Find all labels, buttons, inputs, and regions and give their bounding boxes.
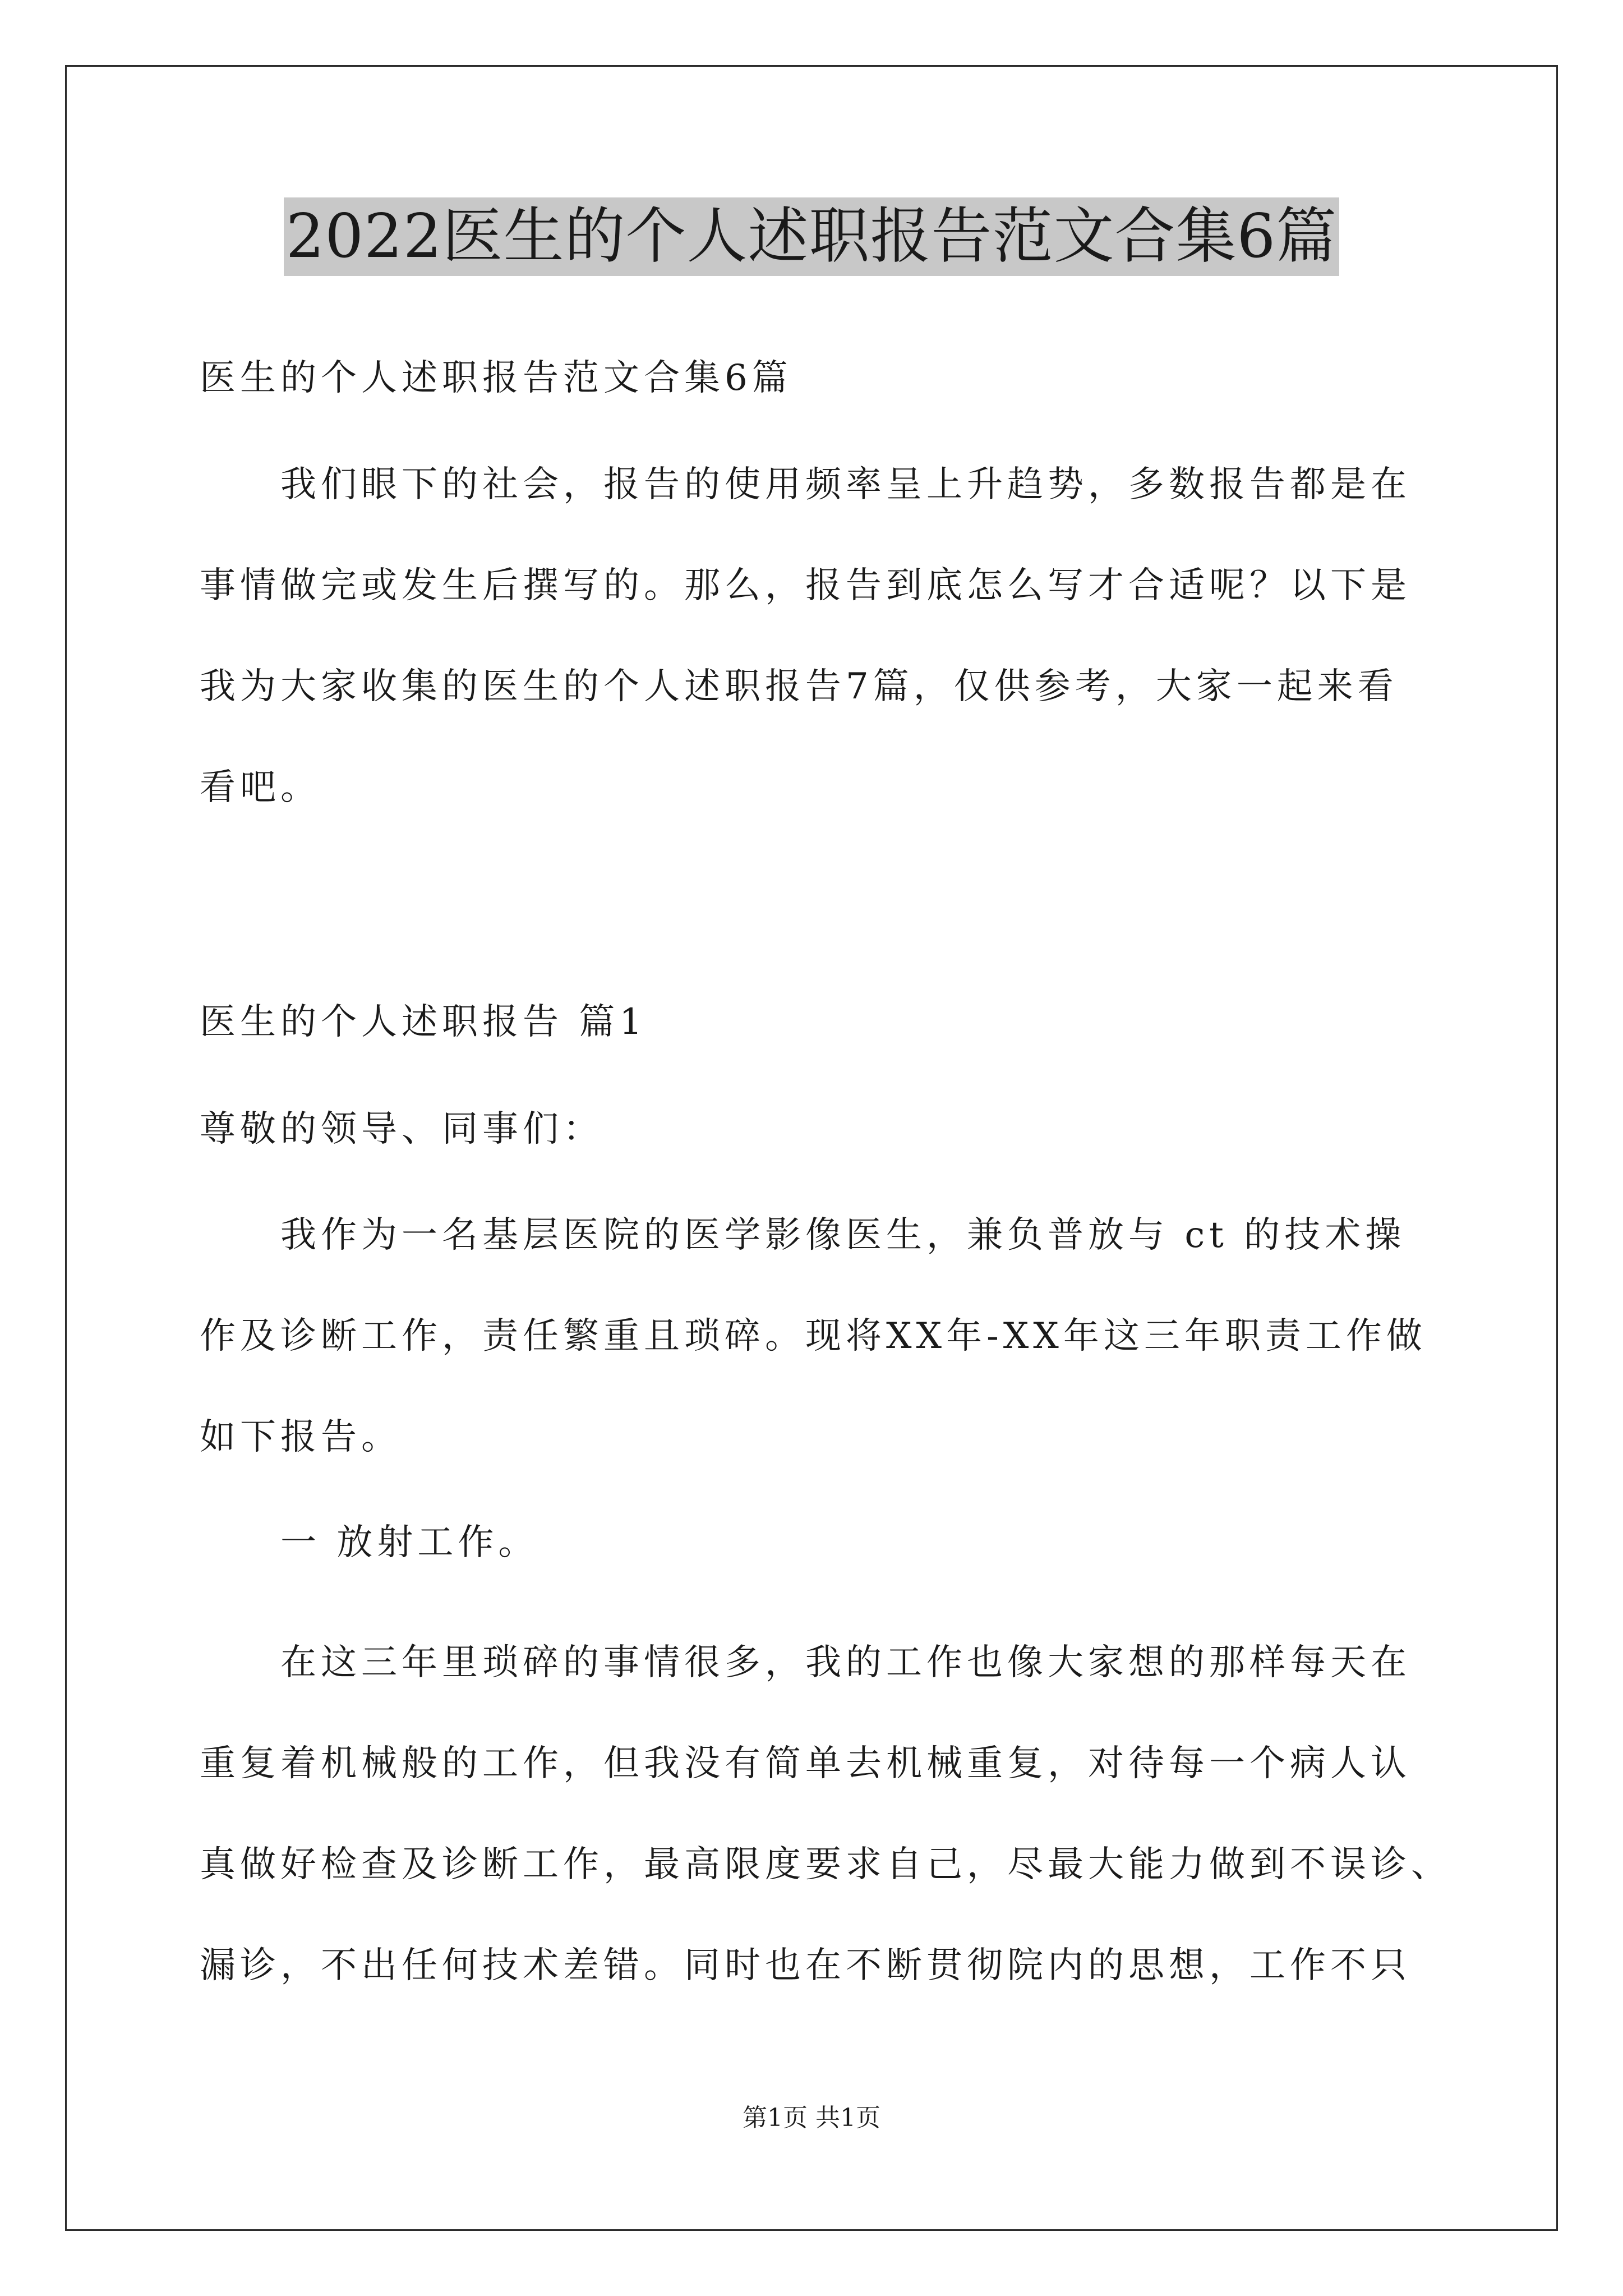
- para2-line-3: 真做好检查及诊断工作，最高限度要求自己，尽最大能力做到不误诊、: [200, 1844, 1451, 1885]
- document-title: 2022医生的个人述职报告范文合集6篇: [284, 197, 1340, 276]
- para2-line-4: 漏诊，不出任何技术差错。同时也在不断贯彻院内的思想，工作不只: [200, 1945, 1411, 1986]
- para2-line-2: 重复着机械般的工作，但我没有简单去机械重复，对待每一个病人认: [200, 1743, 1411, 1784]
- title-container: [0, 197, 1623, 276]
- para2-line-1: 在这三年里琐碎的事情很多，我的工作也像大家想的那样每天在: [280, 1642, 1411, 1683]
- intro-line-2: 事情做完或发生后撰写的。那么，报告到底怎么写才合适呢？以下是: [200, 565, 1411, 606]
- intro-line-1: 我们眼下的社会，报告的使用频率呈上升趋势，多数报告都是在: [280, 464, 1411, 505]
- document-subtitle: 医生的个人述职报告范文合集6篇: [200, 357, 792, 399]
- para1-line-1: 我作为一名基层医院的医学影像医生，兼负普放与 ct 的技术操: [280, 1214, 1406, 1256]
- salutation: 尊敬的领导、同事们：: [200, 1108, 603, 1150]
- page-footer: 第1页 共1页: [743, 2104, 880, 2132]
- section-heading: 医生的个人述职报告 篇1: [200, 1001, 647, 1043]
- intro-line-4: 看吧。: [200, 767, 321, 808]
- intro-line-3: 我为大家收集的医生的个人述职报告7篇，仅供参考，大家一起来看: [200, 666, 1398, 707]
- subheading: 一 放射工作。: [280, 1522, 539, 1563]
- para1-line-2: 作及诊断工作，责任繁重且琐碎。现将XX年-XX年这三年职责工作做: [200, 1315, 1427, 1357]
- para1-line-3: 如下报告。: [200, 1416, 402, 1458]
